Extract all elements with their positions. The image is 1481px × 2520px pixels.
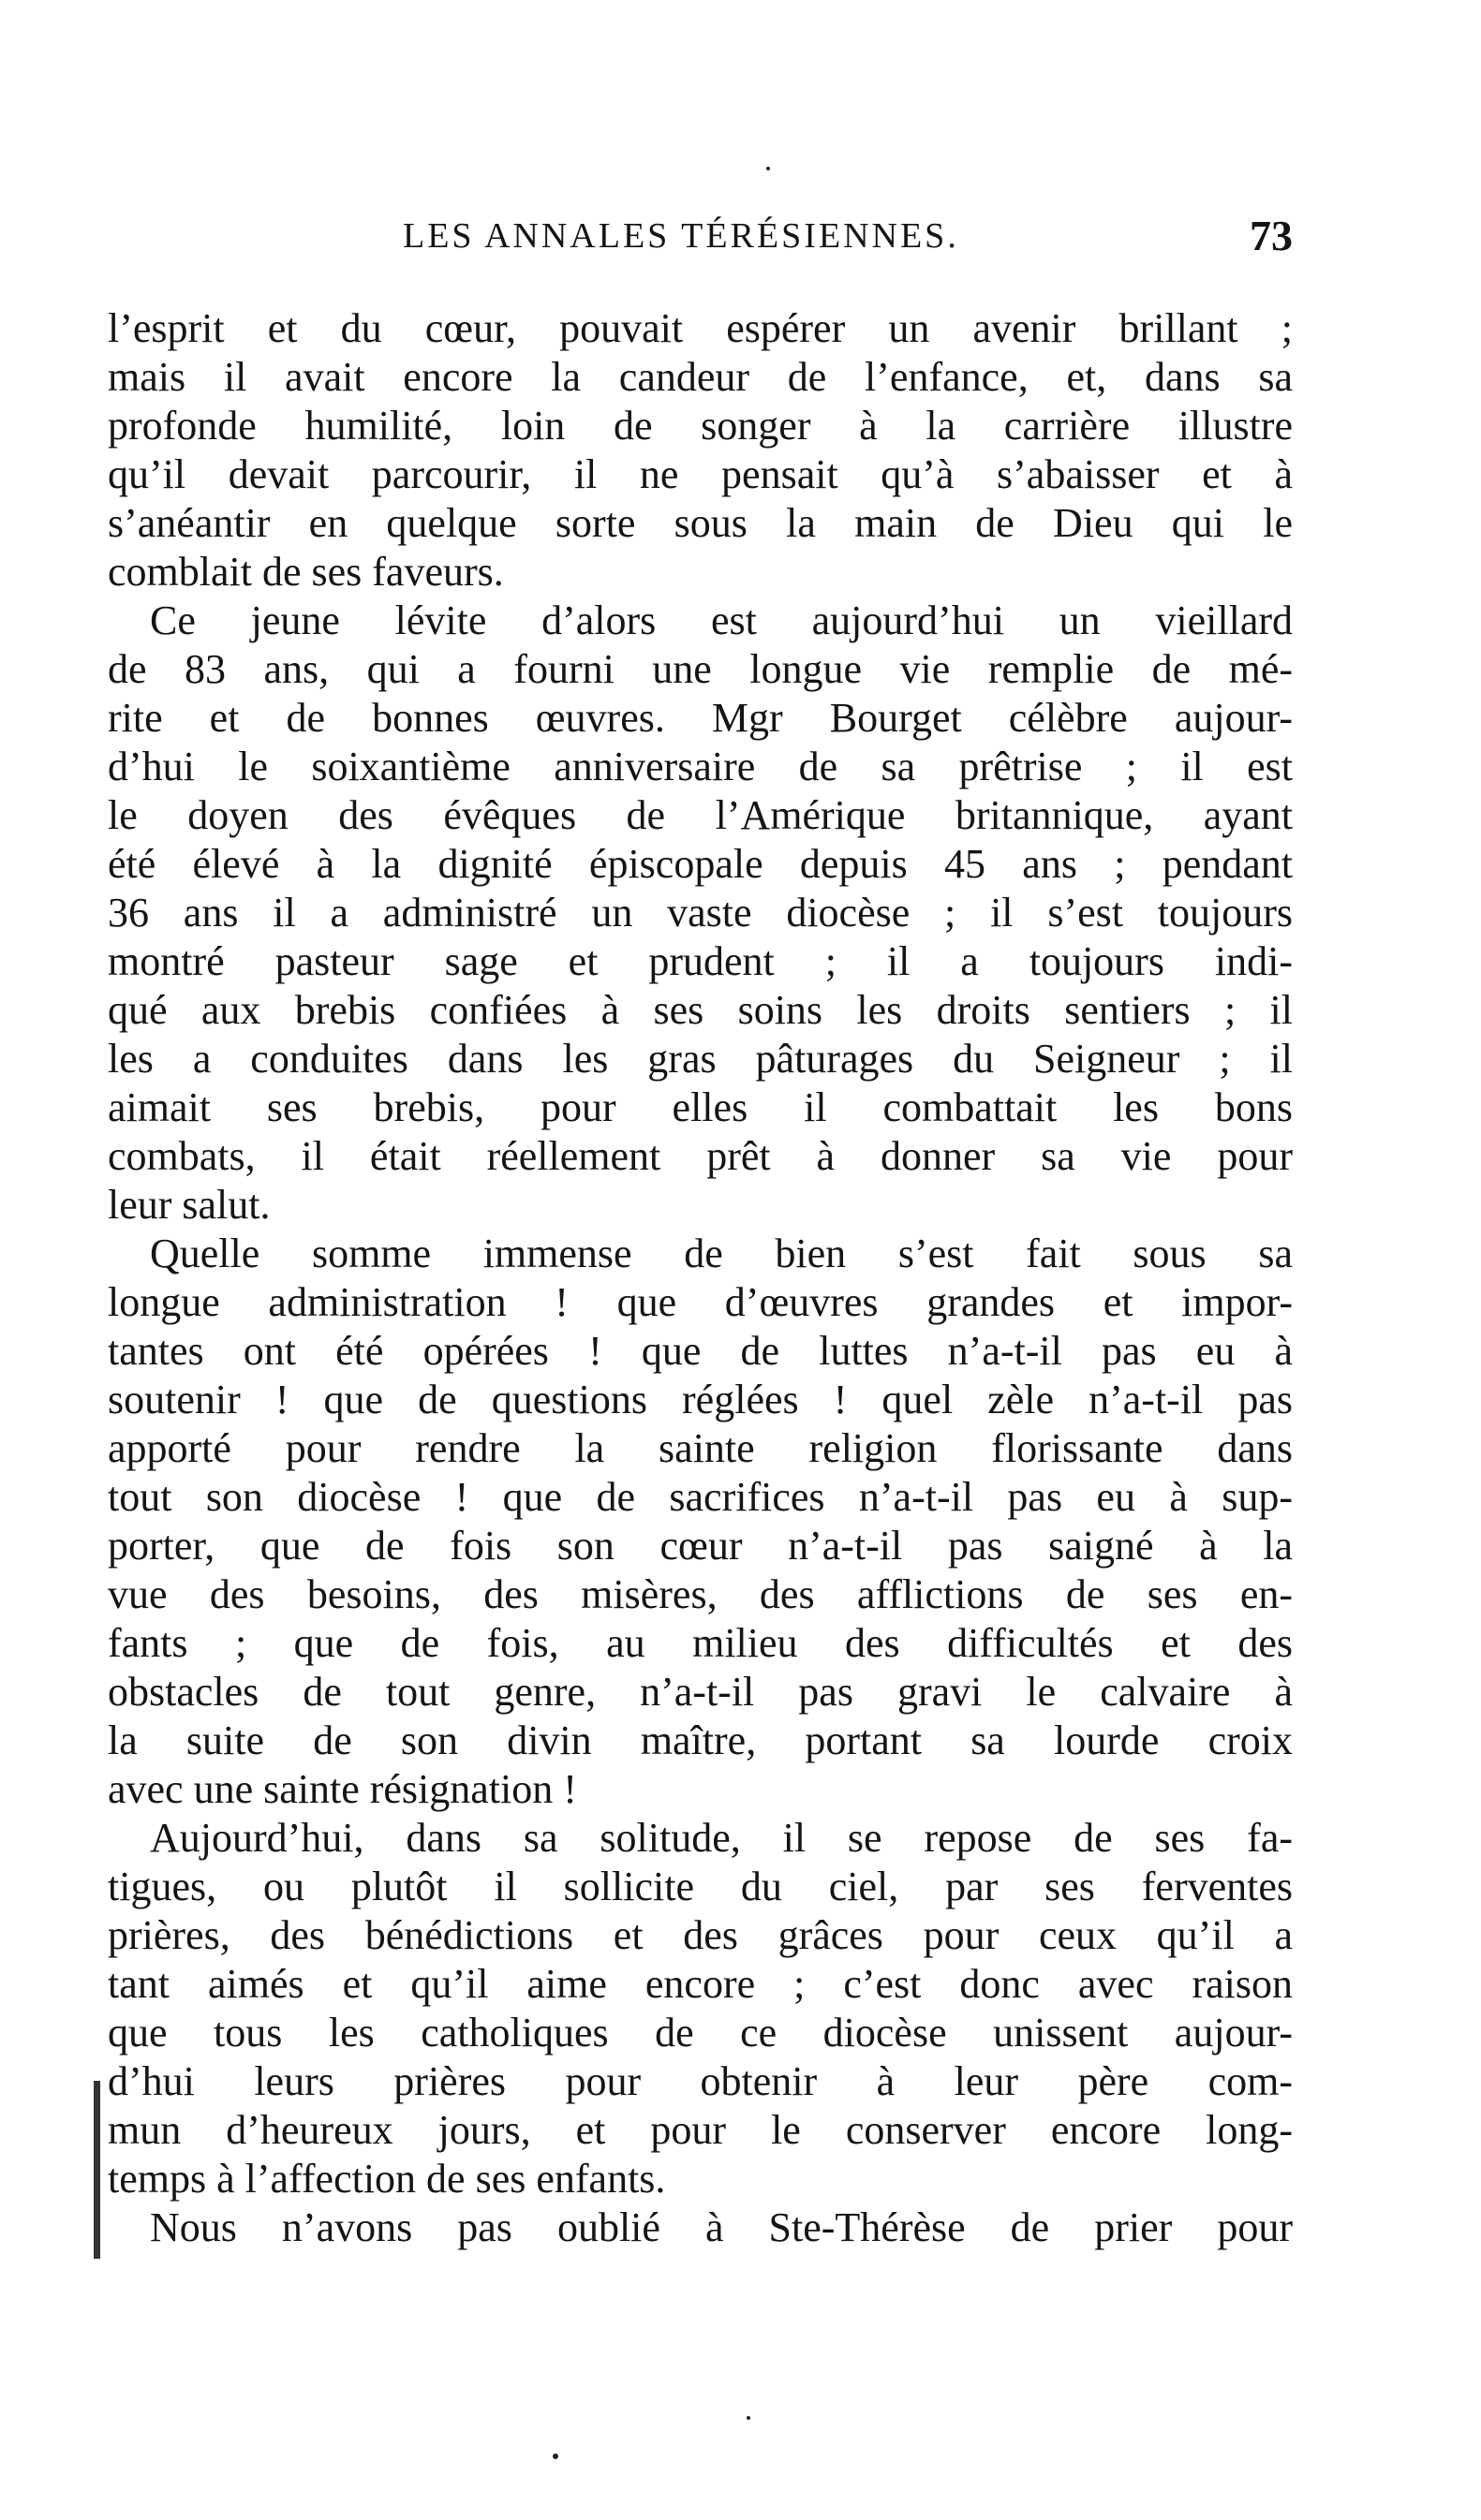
text-line: d’hui leurs prières pour obtenir à leur père com- xyxy=(108,2058,1293,2104)
running-title: LES ANNALES TÉRÉSIENNES. xyxy=(403,216,959,256)
text-line: prières, des bénédictions et des grâces pour ceux qu’il a xyxy=(108,1912,1293,1958)
text-line: de 83 ans, qui a fourni une longue vie remplie de mé- xyxy=(108,646,1293,692)
text-line: vue des besoins, des misères, des afflictions de ses en- xyxy=(108,1571,1293,1617)
text-line: leur salut. xyxy=(108,1182,271,1228)
text-line: tigues, ou plutôt il sollicite du ciel, par ses ferventes xyxy=(108,1864,1293,1909)
text-line: Nous n’avons pas oublié à Ste-Thérèse de prier pour xyxy=(150,2204,1293,2250)
text-line: comblait de ses faveurs. xyxy=(108,549,504,595)
text-line: le doyen des évêques de l’Amérique britannique, ayant xyxy=(108,792,1293,838)
text-line: l’esprit et du cœur, pouvait espérer un avenir brillant ; xyxy=(108,305,1293,351)
text-line: obstacles de tout genre, n’a-t-il pas gravi le calvaire à xyxy=(108,1669,1293,1715)
text-line: soutenir ! que de questions réglées ! quel zèle n’a-t-il pas xyxy=(108,1377,1293,1422)
print-speck xyxy=(553,2454,558,2459)
text-line: 36 ans il a administré un vaste diocèse ; il s’est toujours xyxy=(108,890,1293,936)
text-line: combats, il était réellement prêt à donner sa vie pour xyxy=(108,1133,1293,1179)
text-line: été élevé à la dignité épiscopale depuis 45 ans ; pendant xyxy=(108,841,1293,887)
text-line: rite et de bonnes œuvres. Mgr Bourget célèbre aujour- xyxy=(108,695,1293,741)
text-line: d’hui le soixantième anniversaire de sa prêtrise ; il est xyxy=(108,744,1293,789)
text-line: profonde humilité, loin de songer à la carrière illustre xyxy=(108,403,1293,449)
text-line: les a conduites dans les gras pâturages du Seigneur ; il xyxy=(108,1036,1293,1082)
text-line: montré pasteur sage et prudent ; il a toujours indi- xyxy=(108,938,1293,984)
text-line: Aujourd’hui, dans sa solitude, il se repose de ses fa- xyxy=(150,1815,1293,1861)
text-line: aimait ses brebis, pour elles il combattait les bons xyxy=(108,1084,1293,1130)
text-line: que tous les catholiques de ce diocèse unissent aujour- xyxy=(108,2010,1293,2056)
print-speck xyxy=(766,167,770,170)
page-header xyxy=(108,208,1293,264)
text-line: longue administration ! que d’œuvres grandes et impor- xyxy=(108,1279,1293,1325)
text-line: mun d’heureux jours, et pour le conserver encore long- xyxy=(108,2107,1293,2153)
text-line: Ce jeune lévite d’alors est aujourd’hui un vieillard xyxy=(150,597,1293,643)
text-line: tout son diocèse ! que de sacrifices n’a-t-il pas eu à sup- xyxy=(108,1474,1293,1520)
text-line: fants ; que de fois, au milieu des difficultés et des xyxy=(108,1620,1293,1666)
text-line: avec une sainte résignation ! xyxy=(108,1766,577,1812)
text-line: la suite de son divin maître, portant sa lourde croix xyxy=(108,1717,1293,1763)
body-text xyxy=(108,304,1293,2252)
print-speck xyxy=(747,2416,750,2420)
text-line: apporté pour rendre la sainte religion florissante dans xyxy=(108,1425,1293,1471)
margin-mark xyxy=(94,2081,100,2259)
text-line: qué aux brebis confiées à ses soins les droits sentiers ; il xyxy=(108,987,1293,1033)
text-line: tantes ont été opérées ! que de luttes n’a-t-il pas eu à xyxy=(108,1328,1293,1374)
text-line: temps à l’affection de ses enfants. xyxy=(108,2156,666,2202)
text-line: Quelle somme immense de bien s’est fait sous sa xyxy=(150,1231,1293,1276)
text-line: porter, que de fois son cœur n’a-t-il pas saigné à la xyxy=(108,1523,1293,1569)
page-number: 73 xyxy=(1250,212,1293,259)
text-line: s’anéantir en quelque sorte sous la main de Dieu qui le xyxy=(108,500,1293,546)
text-line: mais il avait encore la candeur de l’enfance, et, dans sa xyxy=(108,354,1293,400)
text-line: tant aimés et qu’il aime encore ; c’est donc avec raison xyxy=(108,1961,1293,2007)
text-line: qu’il devait parcourir, il ne pensait qu’à s’abaisser et à xyxy=(108,451,1293,497)
